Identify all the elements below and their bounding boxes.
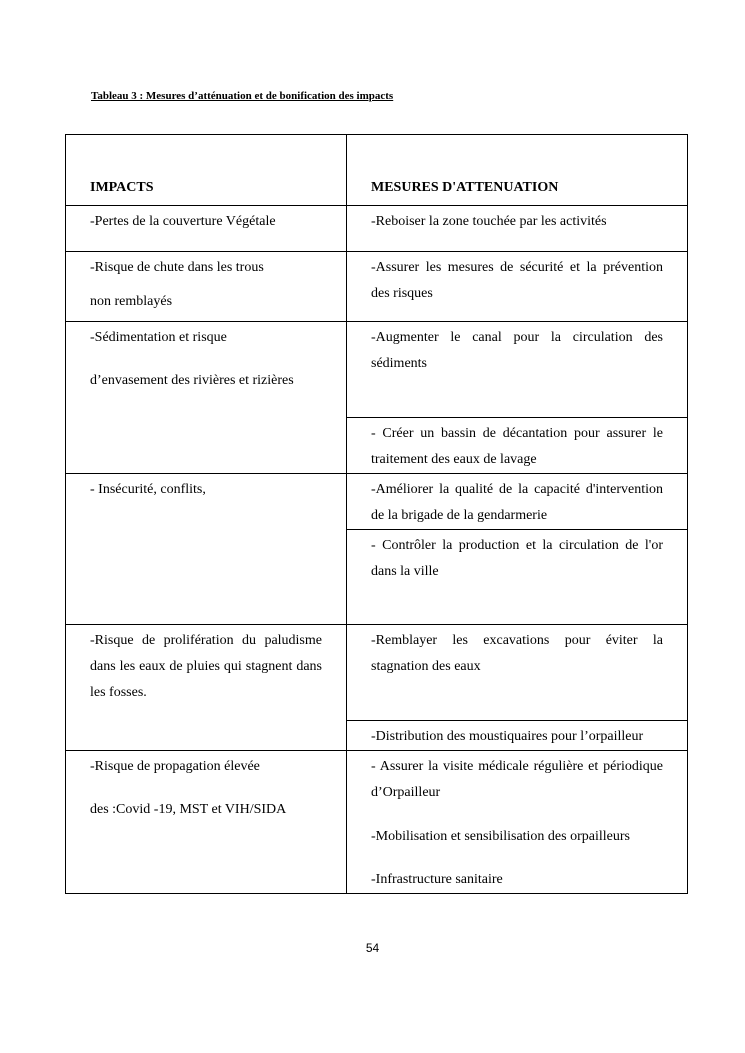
impact-cell: -Risque de prolifération du paludisme dans les eaux de pluies qui stagnent dans les fosses. <box>66 625 347 751</box>
impact-line: des :Covid -19, MST et VIH/SIDA <box>90 802 287 817</box>
page-number: 54 <box>365 941 380 955</box>
impact-cell: - Insécurité, conflits, <box>66 474 347 625</box>
impact-cell <box>66 322 347 474</box>
impact-line: d’envasement des rivières et rizières <box>90 373 294 388</box>
table-row <box>66 751 688 894</box>
table-row <box>66 474 688 530</box>
measure-cell: -Améliorer la qualité de la capacité d'intervention de la brigade de la gendarmerie <box>347 474 688 530</box>
impact-line: -Sédimentation et risque <box>90 330 227 345</box>
impact-cell: -Pertes de la couverture Végétale <box>66 206 347 252</box>
impact-line: -Risque de chute dans les trous <box>90 260 264 275</box>
measure-cell: -Reboiser la zone touchée par les activités <box>347 206 688 252</box>
table-row <box>66 322 688 418</box>
impact-line: -Risque de propagation élevée <box>90 759 260 774</box>
impact-cell <box>66 751 347 894</box>
impact-line: non remblayés <box>90 294 173 309</box>
measure-line: -Mobilisation et sensibilisation des orpailleurs <box>371 829 630 844</box>
measure-cell: -Augmenter le canal pour la circulation des sédiments <box>347 322 688 418</box>
header-impacts: IMPACTS <box>66 135 347 206</box>
table-header-row <box>66 135 688 206</box>
measure-line: -Infrastructure sanitaire <box>371 872 503 887</box>
table-row <box>66 252 688 322</box>
table-row <box>66 625 688 721</box>
measure-cell: -Assurer les mesures de sécurité et la prévention des risques <box>347 252 688 322</box>
measure-cell: -Distribution des moustiquaires pour l’orpailleur <box>347 721 688 751</box>
table-row <box>66 206 688 252</box>
measure-line: - Assurer la visite médicale régulière et périodique d’Orpailleur <box>371 759 663 800</box>
measure-cell: - Créer un bassin de décantation pour assurer le traitement des eaux de lavage <box>347 418 688 474</box>
measure-cell <box>347 751 688 894</box>
mitigation-table <box>65 134 688 894</box>
table-caption: Tableau 3 : Mesures d’atténuation et de bonification des impacts <box>91 90 394 102</box>
measure-cell: - Contrôler la production et la circulation de l'or dans la ville <box>347 530 688 625</box>
header-mesures: MESURES D'ATTENUATION <box>347 135 688 206</box>
measure-cell: -Remblayer les excavations pour éviter la stagnation des eaux <box>347 625 688 721</box>
impact-cell <box>66 252 347 322</box>
